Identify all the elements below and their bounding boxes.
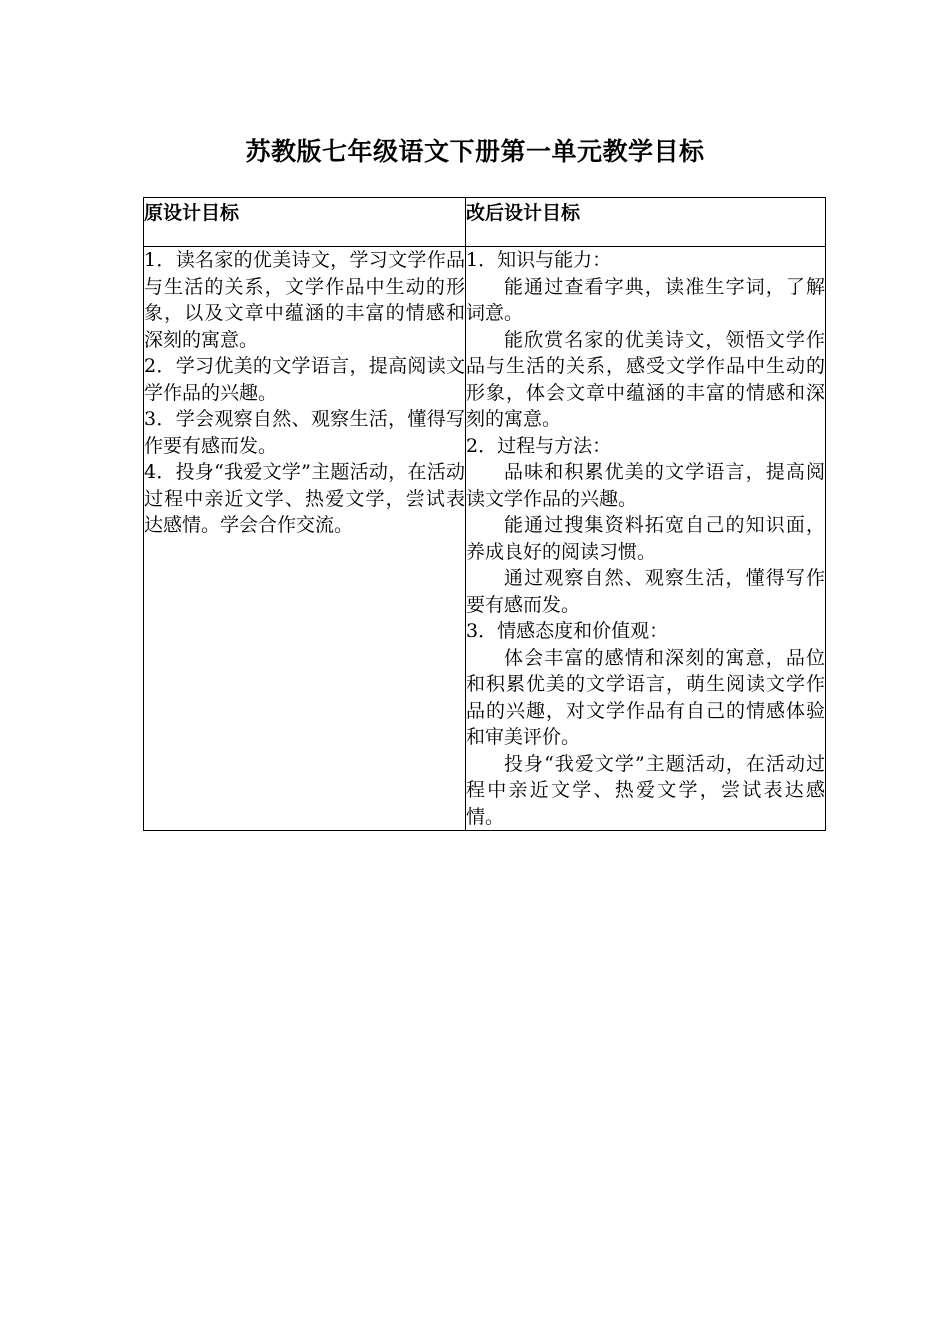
revised-goal-item: 能通过查看字典，读准生字词，了解词意。: [466, 275, 825, 324]
goals-table: [143, 197, 826, 831]
original-goal-2: 2．学习优美的文学语言，提高阅读文学作品的兴趣。: [144, 355, 465, 404]
revised-goal-item: 体会丰富的感情和深刻的寓意，品位和积累优美的文学语言，萌生阅读文学作品的兴趣，对文学作品有自己的情感体验和审美评价。: [466, 646, 825, 748]
revised-goal-item: 投身“我爱文学”主题活动，在活动过程中亲近文学、热爱文学，尝试表达感情。: [466, 752, 825, 828]
revised-section-heading: 2．过程与方法：: [466, 434, 612, 457]
revised-section-heading: 1．知识与能力：: [466, 249, 612, 271]
table-row: [144, 247, 826, 831]
table-header-row: [144, 198, 826, 247]
revised-goal-item: 品味和积累优美的文学语言，提高阅读文学作品的兴趣。: [466, 461, 825, 510]
original-goal-4: 4．投身“我爱文学”主题活动，在活动过程中亲近文学、热爱文学，尝试表达感情。学会合作交流。: [144, 461, 465, 536]
header-original-goals: 原设计目标: [144, 198, 466, 247]
header-revised-goals: 改后设计目标: [466, 198, 826, 247]
original-goals-cell: [144, 247, 466, 831]
original-goal-1: 1．读名家的优美诗文，学习文学作品与生活的关系，文学作品中生动的形象，以及文章中蕴涵的丰富的情感和深刻的寓意。: [144, 249, 465, 351]
revised-goals-cell: [466, 247, 826, 831]
revised-goal-item: 能通过搜集资料拓宽自己的知识面，养成良好的阅读习惯。: [466, 514, 825, 563]
revised-goal-item: 能欣赏名家的优美诗文，领悟文学作品与生活的关系，感受文学作品中生动的形象，体会文章中蕴涵的丰富的情感和深刻的寓意。: [466, 328, 825, 430]
page-title: 苏教版七年级语文下册第一单元教学目标: [245, 137, 705, 166]
revised-section-heading: 3．情感态度和价值观：: [466, 620, 669, 642]
revised-goal-item: 通过观察自然、观察生活，懂得写作要有感而发。: [466, 567, 825, 616]
original-goal-3: 3．学会观察自然、观察生活，懂得写作要有感而发。: [144, 408, 465, 457]
